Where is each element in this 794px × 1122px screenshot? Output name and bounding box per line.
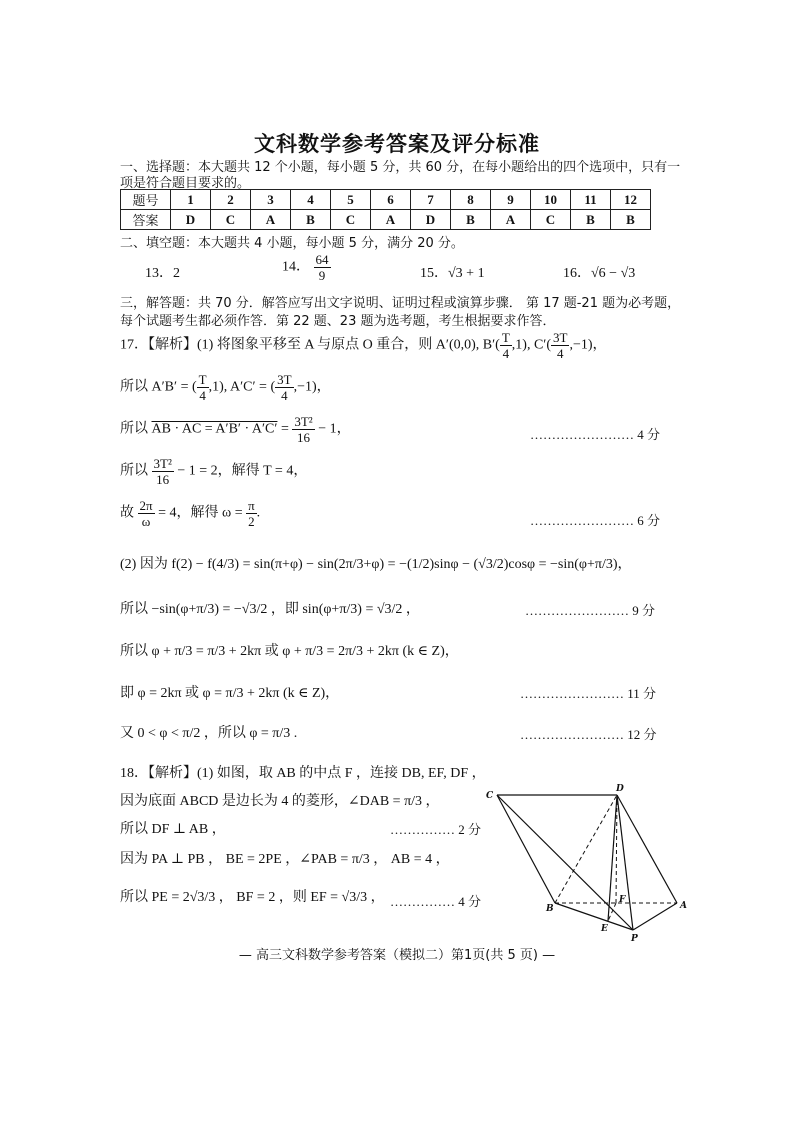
score-4: …………………… 4 分 [530,427,661,442]
q18-line2: 因为底面 ABCD 是边长为 4 的菱形，∠DAB = π/3 ， [120,794,440,809]
fraction: $\frac{64}{9}$ [315,252,329,283]
section3-line2: 每个试题考生都必须作答．第 22 题、23 题为选考题，考生根据要求作答． [120,314,556,329]
table-cell: C [531,210,571,230]
edge-CB [497,795,555,903]
table-cell: 8 [451,190,491,210]
table-cell: 9 [491,190,531,210]
q18-line1: 18．【解析】(1) 如图，取 AB 的中点 F ，连接 DB, EF, DF ， [120,766,486,781]
q17-line9: 即 φ = 2kπ 或 φ = π/3 + 2kπ (k ∈ Z)， [120,686,340,701]
q18-line3: 所以 DF ⊥ AB ， [120,822,226,837]
q18-line4: 因为 PA ⊥ PB ， BE = 2PE ，∠PAB = π/3 ， AB = 4 ， [120,852,450,867]
label-E: E [601,924,608,934]
page-footer: — 高三文科数学参考答案（模拟二）第1页(共 5 页) — [238,948,556,963]
score-12: …………………… 12 分 [520,727,657,742]
table-cell: 11 [571,190,611,210]
edge-BD-dashed [555,795,617,903]
table-cell: B [611,210,651,230]
label-P: P [631,934,638,944]
answer-table [120,189,651,230]
label-C: C [486,791,494,801]
table-cell: 12 [611,190,651,210]
q18-line5: 所以 PE = 2√3/3 ， BF = 2 ，则 EF = √3/3 ， [120,890,385,905]
question-number-row [121,190,651,210]
table-cell: 5 [331,190,371,210]
q17-line7: 所以 −sin(φ+π/3) = −√3/2 ，即 sin(φ+π/3) = √3/2 ， [120,602,420,617]
score-9: …………………… 9 分 [525,603,656,618]
edge-BP [555,903,633,930]
pyramid-figure [480,780,700,945]
section2-heading: 二、填空题：本大题共 4 小题，每小题 5 分，满分 20 分。 [120,236,464,251]
q17-line1: 17．【解析】(1) 将图象平移至 A 与原点 O 重合，则 A′(0,0), B′( $\frac{T}{4}$ ,1), C′( $\frac{3T}{4}$ ,−1)， [120,330,607,361]
label-A: A [680,901,687,911]
table-cell: B [291,210,331,230]
score-2: …………… 2 分 [390,822,482,837]
q17-line5: 故 $\frac{2\pi}{\omega}$ = 4，解得 ω = $\frac{\pi}{2}$ . [120,498,261,529]
fill-answer-16: 16．√6 − √3 [563,266,636,281]
score-6: …………………… 6 分 [530,513,661,528]
table-cell: 2 [211,190,251,210]
table-cell: B [571,210,611,230]
table-cell: 7 [411,190,451,210]
score-4b: …………… 4 分 [390,894,482,909]
row-header-number: 题号 [121,190,171,210]
section1-intro-line2: 项是符合题目要求的。 [120,176,251,191]
row-header-answer: 答案 [121,210,171,230]
edge-DA [617,795,677,903]
table-cell: B [451,210,491,230]
fill-answer-15: 15．√3 + 1 [420,266,485,281]
table-cell: 6 [371,190,411,210]
table-cell: A [251,210,291,230]
score-11: …………………… 11 分 [520,686,657,701]
table-cell: A [491,210,531,230]
fill-answer-14 [282,252,331,283]
fill-answer-13: 13．2 [145,266,180,281]
table-cell: A [371,210,411,230]
q14-label: 14． [282,259,310,275]
q17-line8: 所以 φ + π/3 = π/3 + 2kπ 或 φ + π/3 = 2π/3 + 2kπ (k ∈ Z)， [120,644,459,659]
section1-intro-line1: 一、选择题：本大题共 12 个小题，每小题 5 分，共 60 分，在每小题给出的四个选项中，只有一 [120,160,681,175]
q17-line10: 又 0 < φ < π/2 ，所以 φ = π/3 . [120,726,298,741]
q17-line4: 所以 $\frac{\text{3T²}}{16}$ − 1 = 2，解得 T = 4， [120,456,308,487]
table-cell: 4 [291,190,331,210]
q17-line3: 所以 AB · AC = A′B′ · A′C′ = $\frac{\text{3T²}}{16}$ − 1， [120,414,351,445]
edge-AP [633,903,677,930]
table-cell: C [211,210,251,230]
answer-row [121,210,651,230]
table-cell: C [331,210,371,230]
section3-line1: 三，解答题：共 70 分．解答应写出文字说明、证明过程或演算步骤． 第 17 题-21 题为必考题， [120,296,681,311]
page-title: 文科数学参考答案及评分标准 [254,132,540,156]
table-cell: D [171,210,211,230]
label-F: F [619,895,626,905]
table-cell: 10 [531,190,571,210]
q17-line6: (2) 因为 f(2) − f(4/3) = sin(π+φ) − sin(2π/3+φ) = −(1/2)sinφ − (√3/2)cosφ = −sin(φ+π/3)， [120,557,632,572]
table-cell: 3 [251,190,291,210]
table-cell: D [411,210,451,230]
table-cell: 1 [171,190,211,210]
label-B: B [546,904,554,914]
q17-line2: 所以 A′B′ = ( $\frac{T}{4}$ ,1), A′C′ = ( $\frac{3T}{4}$ ,−1)， [120,372,331,403]
label-D: D [616,784,624,794]
edge-DP [617,795,633,930]
